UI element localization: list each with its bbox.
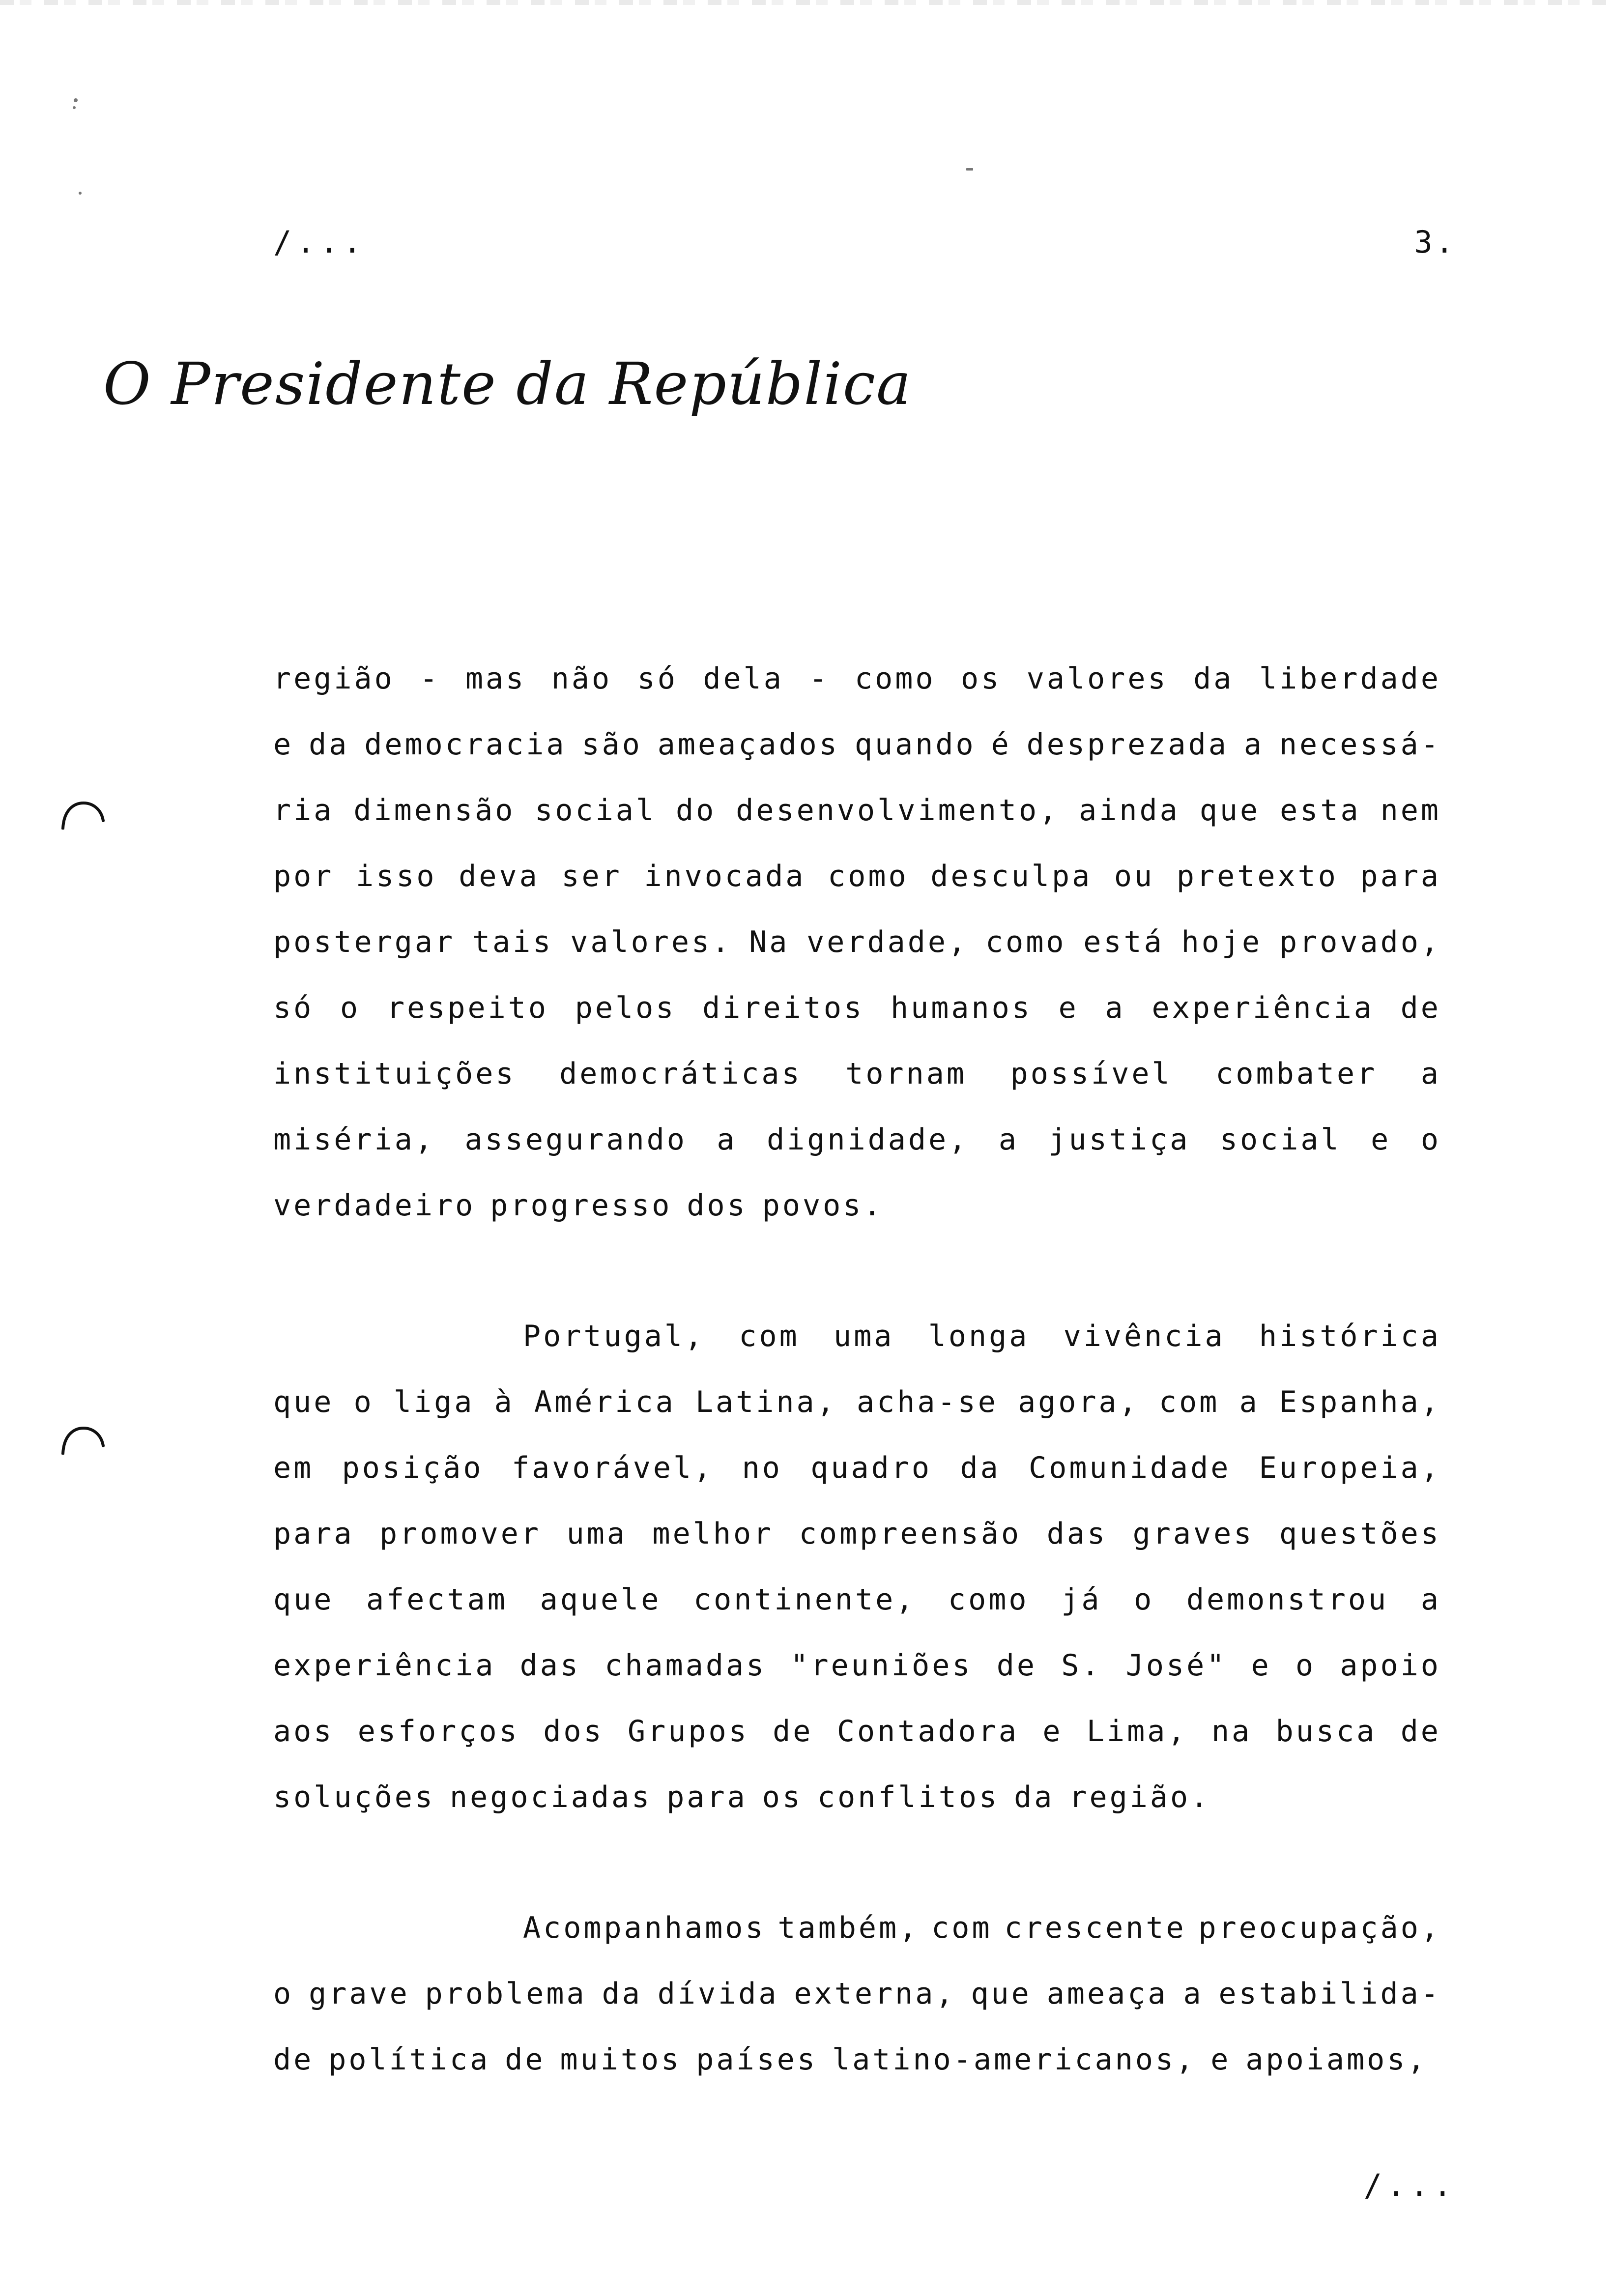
word: estabilida- [1218,1977,1441,2011]
word: de [1400,1714,1441,1749]
word: progresso [490,1188,672,1223]
word: provado, [1279,925,1441,959]
word: democráticas [559,1057,802,1091]
word: e [1371,1122,1391,1157]
word: das [1046,1517,1108,1551]
word: ainda [1079,793,1180,828]
letterhead [103,350,912,418]
word: com [1159,1385,1220,1419]
punch-hole-mark [60,800,105,830]
word: Comunidade [1029,1451,1231,1485]
word: mas [465,661,526,696]
word: o [1420,1122,1441,1157]
word: Europeia, [1259,1451,1441,1485]
word: que [273,1385,334,1419]
word: respeito [386,991,548,1025]
text-line [273,1501,1441,1567]
word: soluções [273,1780,435,1814]
word: conflitos [817,1780,1000,1814]
word: com [931,1911,992,1945]
word: à [494,1385,515,1419]
word: tornam [845,1057,967,1091]
paragraph-2 [273,1303,1441,1830]
word: América [534,1385,676,1419]
word: o [340,991,361,1025]
word: hoje [1181,925,1263,959]
word: dos [687,1188,748,1223]
word: Contadora [836,1714,1019,1749]
word: instituições [273,1057,516,1091]
word: dos [543,1714,604,1749]
word: Lima, [1086,1714,1188,1749]
word: e [1058,991,1079,1025]
word: do [676,793,717,828]
word: e [273,727,294,762]
word: Acompanhamos [523,1911,766,1945]
word: desprezada [1026,727,1229,762]
word: melhor [652,1517,774,1551]
word: questões [1279,1517,1441,1551]
word: a [1183,1977,1204,2011]
word: que [1199,793,1261,828]
word: externa, [794,1977,956,2011]
text-line [273,1961,1441,2027]
word: tais [472,925,553,959]
word: promover [379,1517,542,1551]
word: negociadas [449,1780,652,1814]
word: é [991,727,1011,762]
word: desculpa [930,859,1093,893]
text-line [273,1567,1441,1633]
text-line [273,1895,1441,1961]
word: como [828,859,909,893]
word: latino-americanos, [832,2042,1196,2077]
word: para [273,1517,354,1551]
word: postergar [273,925,456,959]
word: são [581,727,642,762]
word: "reuniões [790,1648,973,1683]
word: de [505,2042,546,2077]
word: a [717,1122,737,1157]
word: possível [1010,1057,1172,1091]
word: em [273,1451,314,1485]
word: da [602,1977,642,2011]
word: ser [561,859,622,893]
word: acha-se [857,1385,998,1419]
word: aquele [540,1582,662,1617]
paragraph-3 [273,1895,1441,2093]
word: de [773,1714,813,1749]
word: da [960,1451,1001,1485]
word: como [855,661,936,696]
word: e [1210,2042,1231,2077]
word: por [273,859,334,893]
word: histórica [1259,1319,1441,1353]
word: S. [1061,1648,1102,1683]
word: preocupação, [1198,1911,1441,1945]
word: apoio [1340,1648,1441,1683]
word: social [1219,1122,1341,1157]
text-line [273,1369,1441,1435]
text-line [273,1041,1441,1107]
word: liga [393,1385,475,1419]
scan-speck [966,168,973,171]
word: pretexto [1176,859,1338,893]
word: os [961,661,1002,696]
word: e [1042,1714,1063,1749]
word: apoiamos, [1245,2042,1428,2077]
text-line [273,777,1441,843]
word: dívida [657,1977,779,2011]
text-line [273,1303,1441,1369]
word: a [1420,1582,1441,1617]
word: ria [273,793,334,828]
text-line [273,712,1441,777]
paragraph-1 [273,646,1441,1238]
word: região [273,661,395,696]
word: nem [1380,793,1441,828]
word: o [1134,1582,1154,1617]
word: longa [928,1319,1030,1353]
word: esta [1280,793,1361,828]
word: compreensão [799,1517,1022,1551]
word: - [809,661,830,696]
word: aos [273,1714,334,1749]
word: deva [459,859,540,893]
word: agora, [1018,1385,1139,1419]
word: chamadas [604,1648,767,1683]
word: o [273,1977,294,2011]
word: já [1061,1582,1102,1617]
word: posição [342,1451,484,1485]
word: da [1193,661,1234,696]
word: para [666,1780,748,1814]
word: de [1400,991,1441,1025]
word: ou [1114,859,1155,893]
word: muitos [560,2042,682,2077]
word: ameaça [1046,1977,1168,2011]
text-line [273,975,1441,1041]
word: vivência [1063,1319,1225,1353]
word: busca [1275,1714,1377,1749]
word: não [551,661,612,696]
word: - [420,661,440,696]
word: verdade, [806,925,969,959]
word: dela [703,661,784,696]
word: com [739,1319,800,1353]
word: o [353,1385,374,1419]
word: uma [834,1319,894,1353]
word: ameaçados [657,727,839,762]
word: da [309,727,349,762]
page-number: 3. [1414,224,1457,260]
word: e [1251,1648,1271,1683]
word: povos. [762,1188,884,1223]
text-line [273,2027,1441,2093]
footer-continuation-mark: /... [1363,2167,1457,2203]
word: crescente [1004,1911,1186,1945]
word: José" [1125,1648,1227,1683]
word: a [998,1122,1019,1157]
word: no [742,1451,782,1485]
word: valores. [570,925,732,959]
word: na [1211,1714,1252,1749]
word: invocada [644,859,806,893]
word: justiça [1048,1122,1190,1157]
word: verdadeiro [273,1188,476,1223]
word: humanos [890,991,1032,1025]
word: a [1420,1057,1441,1091]
word: quando [854,727,976,762]
word: países [696,2042,817,2077]
word: assegurando [464,1122,687,1157]
word: que [273,1582,334,1617]
word: para [1360,859,1441,893]
word: social [535,793,657,828]
word: como [948,1582,1029,1617]
text-line [273,1173,1441,1238]
text-line [273,1764,1441,1830]
word: Latina, [695,1385,837,1419]
word: pelos [575,991,676,1025]
text-line [273,1633,1441,1698]
text-line [273,909,1441,975]
header-continuation-mark: /... [273,224,367,260]
scan-speck [79,192,82,195]
word: das [519,1648,580,1683]
scan-speck [73,106,76,109]
word: política [328,2042,490,2077]
word: Na [749,925,790,959]
word: só [637,661,678,696]
word: também, [777,1911,920,1945]
word: demonstrou [1186,1582,1389,1617]
word: combater [1215,1057,1378,1091]
word: problema [425,1977,587,2011]
word: que [971,1977,1032,2011]
word: graves [1132,1517,1254,1551]
punch-hole-mark [60,1425,105,1455]
text-line [273,1435,1441,1501]
word: miséria, [273,1122,435,1157]
word: região. [1069,1780,1211,1814]
text-line [273,646,1441,712]
word: os [762,1780,803,1814]
word: a [1239,1385,1260,1419]
scan-edge-noise [0,0,1612,5]
word: o [1295,1648,1316,1683]
word: dimensão [353,793,516,828]
word: isso [356,859,437,893]
word: de [996,1648,1037,1683]
word: quadro [810,1451,932,1485]
word: Portugal, [523,1319,705,1353]
word: esforços [357,1714,519,1749]
word: liberdade [1259,661,1441,696]
word: está [1083,925,1164,959]
text-line [273,1107,1441,1173]
word: valores [1026,661,1168,696]
scan-speck [74,98,78,102]
word: experiência [1151,991,1374,1025]
word: só [273,991,314,1025]
word: afectam [366,1582,508,1617]
word: favorável, [511,1451,714,1485]
word: direitos [702,991,864,1025]
word: desenvolvimento, [736,793,1060,828]
word: continente, [693,1582,916,1617]
text-line [273,1698,1441,1764]
text-line [273,843,1441,909]
word: necessá- [1279,727,1441,762]
word: a [1243,727,1264,762]
word: democracia [364,727,567,762]
word: da [1014,1780,1055,1814]
letterhead-text: O Presidente da República [103,350,912,418]
word: a [1105,991,1125,1025]
word: Espanha, [1279,1385,1441,1419]
word: como [985,925,1066,959]
word: Grupos [628,1714,749,1749]
word: grave [309,1977,410,2011]
word: de [273,2042,314,2077]
word: experiência [273,1648,496,1683]
word: uma [566,1517,627,1551]
word: dignidade, [767,1122,969,1157]
